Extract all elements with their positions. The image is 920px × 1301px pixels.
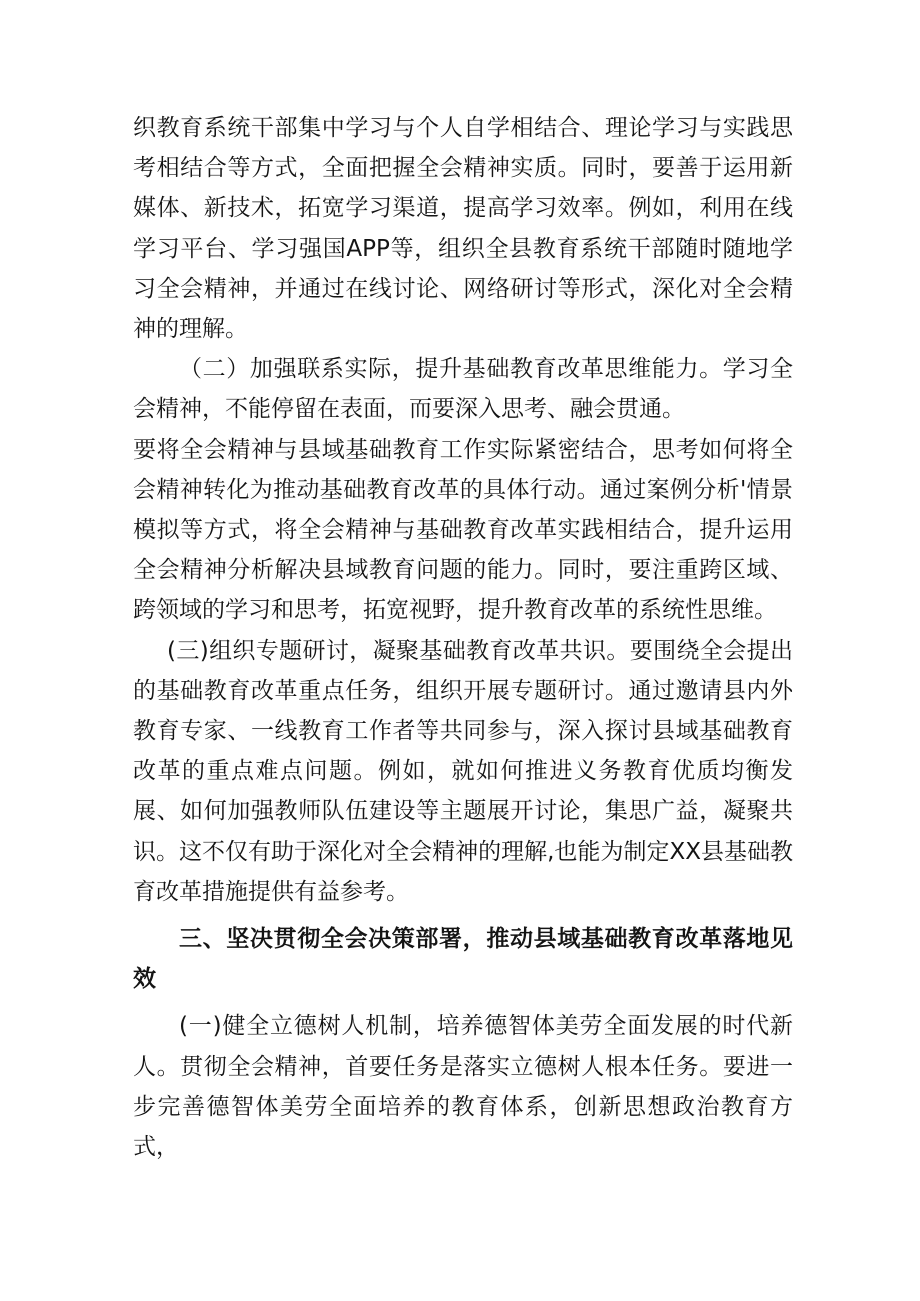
paragraph-section-2-3: (三)组织专题研讨，凝聚基础教育改革共识。要围绕全会提出的基础教育改革重点任务，组织开展专题研讨。通过邀请县内外教育专家、一线教育工作者等共同参与，深入探讨县域基础教育改革的重点难点问题。例如，就如何推进义务教育优质均衡发展、如何加强教师队伍建设等主题展开讨论，集思广益，凝聚共识。这不仅有助于深化对全会精神的理解,也能为制定XX县基础教育改革措施提供有益参考。 <box>133 637 793 905</box>
paragraph-study-methods: 织教育系统干部集中学习与个人自学相结合、理论学习与实践思考相结合等方式，全面把握全会精神实质。同时，要善于运用新媒体、新技术，拓宽学习渠道，提高学习效率。例如，利用在线学习平台、学习强国APP等，组织全县教育系统干部随时随地学习全会精神，并通过在线讨论、网络研讨等形式，深化对全会精神的理解。 <box>133 115 793 343</box>
paragraph-section-3-1: (一)健全立德树人机制，培养德智体美劳全面发展的时代新人。贯彻全会精神，首要任务是落实立德树人根本任务。要进一步完善德智体美劳全面培养的教育体系，创新思想政治教育方式， <box>133 1013 793 1161</box>
paragraph-section-2-2: （二）加强联系实际，提升基础教育改革思维能力。学习全会精神，不能停留在表面，而要深入思考、融会贯通。 <box>133 356 793 423</box>
section-heading-3: 三、坚决贯彻全会决策部署，推动县域基础教育改革落地见效 <box>133 926 793 993</box>
document-body <box>133 108 793 1167</box>
paragraph-practice: 要将全会精神与县域基础教育工作实际紧密结合，思考如何将全会精神转化为推动基础教育改革的具体行动。通过案例分析'情景模拟等方式，将全会精神与基础教育改革实践相结合，提升运用全会精神分析解决县域教育问题的能力。同时，要注重跨区域、跨领域的学习和思考，拓宽视野，提升教育改革的系统性思维。 <box>133 436 793 624</box>
